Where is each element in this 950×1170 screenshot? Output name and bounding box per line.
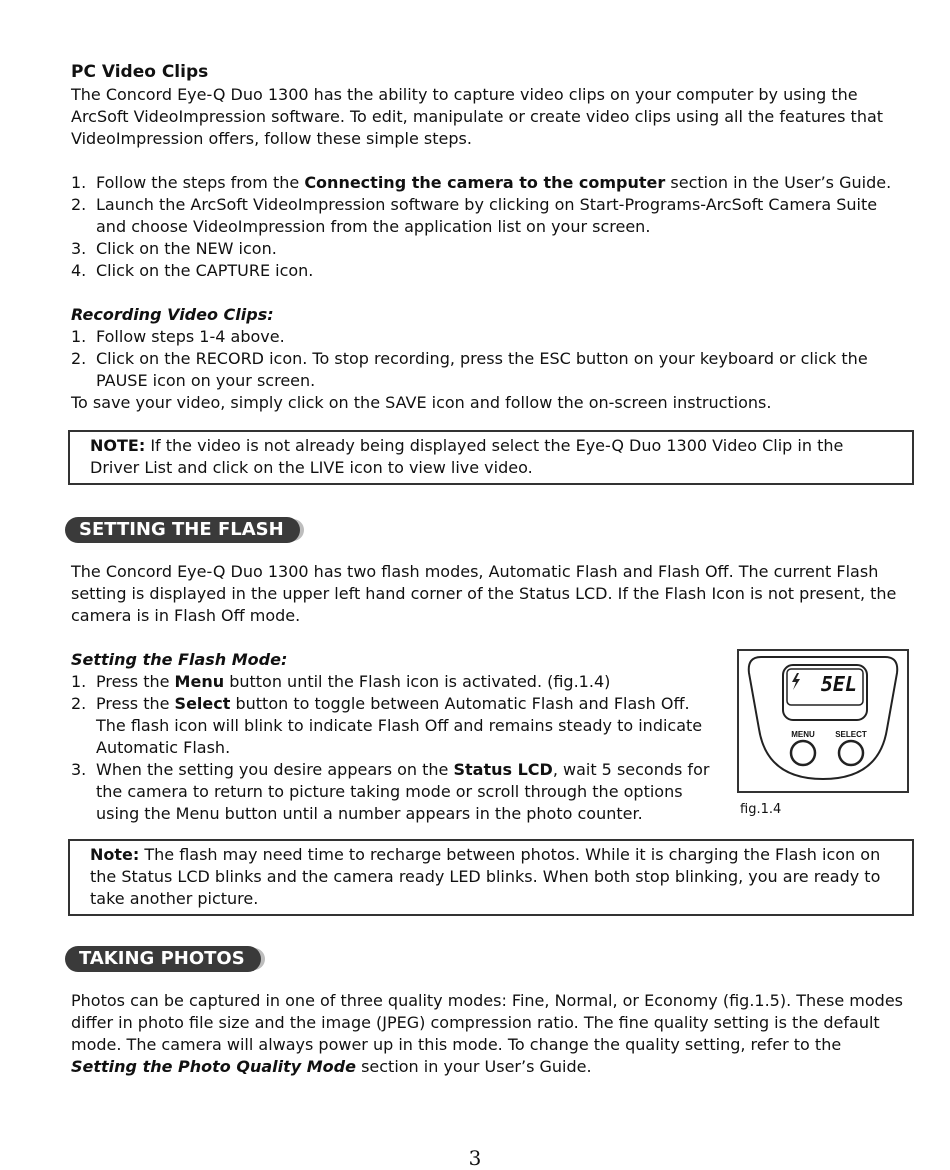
- list-item: [71, 260, 911, 282]
- step-text: Launch the ArcSoft VideoImpression software by clicking on Start-Programs-ArcSoft Camera Suite and choose VideoImpression from the application list on your screen.: [96, 195, 878, 236]
- step-number: 2.: [71, 349, 87, 368]
- step-text: Click on the CAPTURE icon.: [96, 261, 314, 280]
- list-item: [71, 693, 721, 759]
- step-number: 3.: [71, 239, 87, 258]
- flash-section-header: [71, 517, 911, 543]
- photos-section-header: [71, 946, 911, 972]
- section-banner-photos: TAKING PHOTOS: [65, 946, 261, 972]
- step-number: 1.: [71, 672, 87, 691]
- recording-steps: [71, 326, 911, 392]
- flash-steps: [71, 671, 721, 825]
- step-bold-text: Status LCD: [453, 760, 553, 779]
- list-item: [71, 194, 911, 238]
- list-item: [71, 172, 911, 194]
- step-text: button until the Flash icon is activated. (fig.1.4): [224, 672, 611, 691]
- step-bold-text: Select: [174, 694, 231, 713]
- select-button: [839, 741, 863, 765]
- list-item: [71, 326, 911, 348]
- step-bold-text: Menu: [174, 672, 225, 691]
- section-banner-flash: SETTING THE FLASH: [65, 517, 300, 543]
- photos-intro-bold: Setting the Photo Quality Mode: [71, 1057, 356, 1076]
- pc-video-title: PC Video Clips: [71, 62, 209, 82]
- select-button-label: SELECT: [835, 730, 867, 739]
- pc-video-intro: The Concord Eye-Q Duo 1300 has the ability to capture video clips on your computer by using the ArcSoft VideoImpression software. To edit, manipulate or create video clips using all the features that VideoImpression offers, follow these simple steps.: [71, 85, 884, 148]
- step-number: 1.: [71, 327, 87, 346]
- step-number: 3.: [71, 760, 87, 779]
- flash-intro: The Concord Eye-Q Duo 1300 has two flash modes, Automatic Flash and Flash Off. The current Flash setting is displayed in the upper left hand corner of the Status LCD. If the Flash Icon is not present, the camera is in Flash Off mode.: [71, 562, 897, 625]
- flash-icon: [792, 673, 800, 690]
- flash-mode-text: [71, 649, 721, 825]
- photos-intro: [71, 990, 911, 1078]
- photos-intro-text: section in your User’s Guide.: [355, 1057, 592, 1076]
- step-text: Follow steps 1-4 above.: [96, 327, 285, 346]
- step-text: Press the: [96, 672, 175, 691]
- menu-button: [791, 741, 815, 765]
- page-number: 3: [468, 1146, 482, 1170]
- pc-video-steps: [71, 172, 911, 282]
- note-label: NOTE:: [90, 436, 146, 455]
- save-instructions: To save your video, simply click on the SAVE icon and follow the on-screen instructions.: [71, 393, 772, 412]
- flash-mode-block: [71, 649, 911, 825]
- step-text: Press the: [96, 694, 175, 713]
- figure-caption: fig.1.4: [740, 802, 782, 817]
- camera-back-illustration: [739, 651, 907, 791]
- list-item: [71, 759, 721, 825]
- step-text: Click on the NEW icon.: [96, 239, 277, 258]
- list-item: [71, 671, 721, 693]
- step-text: button to toggle between Automatic Flash and Flash Off. The flash icon will blink to indicate Flash Off and remains steady to indicate Automatic Flash.: [96, 694, 703, 757]
- flash-mode-subhead: Setting the Flash Mode:: [71, 650, 288, 669]
- step-text: Click on the RECORD icon. To stop recording, press the ESC button on your keyboard or click the PAUSE icon on your screen.: [96, 349, 868, 390]
- note-label: Note:: [90, 845, 140, 864]
- step-text: section in the User’s Guide.: [665, 173, 892, 192]
- recording-subhead: Recording Video Clips:: [71, 305, 274, 324]
- step-number: 1.: [71, 173, 87, 192]
- list-item: [71, 348, 911, 392]
- video-note-box: [68, 430, 914, 485]
- step-text: , wait 5 seconds for the camera to return to picture taking mode or scroll through the options using the Menu button until a number appears in the photo counter.: [96, 760, 710, 823]
- lcd-readout: 5EL: [820, 672, 857, 696]
- step-text: When the setting you desire appears on the: [96, 760, 454, 779]
- camera-lcd-figure: [737, 649, 909, 793]
- menu-button-label: MENU: [791, 730, 815, 739]
- step-text: Follow the steps from the: [96, 173, 305, 192]
- step-number: 2.: [71, 195, 87, 214]
- photos-intro-text: Photos can be captured in one of three quality modes: Fine, Normal, or Economy (fig.1.5). These modes differ in photo file size and the image (JPEG) compression ratio. The fine quality setting is the default mode. The camera will always power up in this mode. To change the quality setting, refer to the: [71, 991, 903, 1054]
- note-text: If the video is not already being displayed select the Eye-Q Duo 1300 Video Clip in the Driver List and click on the LIVE icon to view live video.: [90, 436, 844, 477]
- step-bold-text: Connecting the camera to the computer: [304, 173, 666, 192]
- step-number: 2.: [71, 694, 87, 713]
- note-text: The flash may need time to recharge between photos. While it is charging the Flash icon on the Status LCD blinks and the camera ready LED blinks. When both stop blinking, you are ready to take another picture.: [90, 845, 881, 908]
- step-number: 4.: [71, 261, 87, 280]
- flash-note-box: [68, 839, 914, 916]
- list-item: [71, 238, 911, 260]
- page-content: [71, 60, 911, 1078]
